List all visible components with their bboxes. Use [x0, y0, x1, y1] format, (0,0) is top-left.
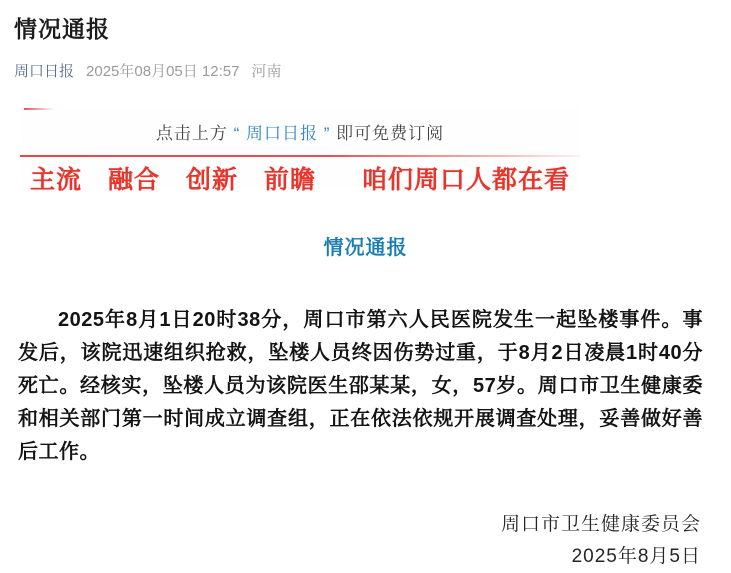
- subscribe-prefix: 点击上方: [155, 124, 228, 143]
- banner-top-red-dash: [24, 108, 54, 110]
- header-banner-image[interactable]: [20, 107, 580, 194]
- signature-organization: 周口市卫生健康委员会: [500, 514, 701, 535]
- bulletin-heading: 情况通报: [323, 237, 408, 259]
- subscribe-account-name: 周口日报: [246, 124, 318, 143]
- publish-location: 河南: [251, 63, 282, 80]
- article-title: 情况通报: [14, 16, 110, 42]
- banner-divider-red-line: [20, 155, 580, 157]
- signature-date: 2025年8月5日: [571, 546, 701, 567]
- subscribe-quote-close: ”: [323, 124, 331, 143]
- bulletin-body-paragraph: 2025年8月1日20时38分，周口市第六人民医院发生一起坠楼事件。事发后，该院迅速组织抢救，坠楼人员终因伤势过重，于8月2日凌晨1时40分死亡。经核实，坠楼人员为该院医生邵某某，女，57岁。周口市卫生健康委和相关部门第一时间成立调查组，正在依法依规开展调查处理，妥善做好善后工作。: [18, 309, 703, 463]
- slogan-right-text: 咱们周口人都在看: [362, 166, 571, 194]
- subscribe-suffix: 即可免费订阅: [336, 124, 445, 143]
- subscribe-hint-line: [20, 107, 580, 144]
- publish-datetime: 2025年08月05日 12:57: [86, 63, 240, 80]
- account-name-link[interactable]: 周口日报: [14, 63, 75, 80]
- subscribe-quote-open: “: [233, 124, 241, 143]
- article-meta: [14, 60, 731, 81]
- banner-slogan: [20, 160, 580, 196]
- slogan-left-text: 主流 融合 创新 前瞻: [29, 166, 316, 194]
